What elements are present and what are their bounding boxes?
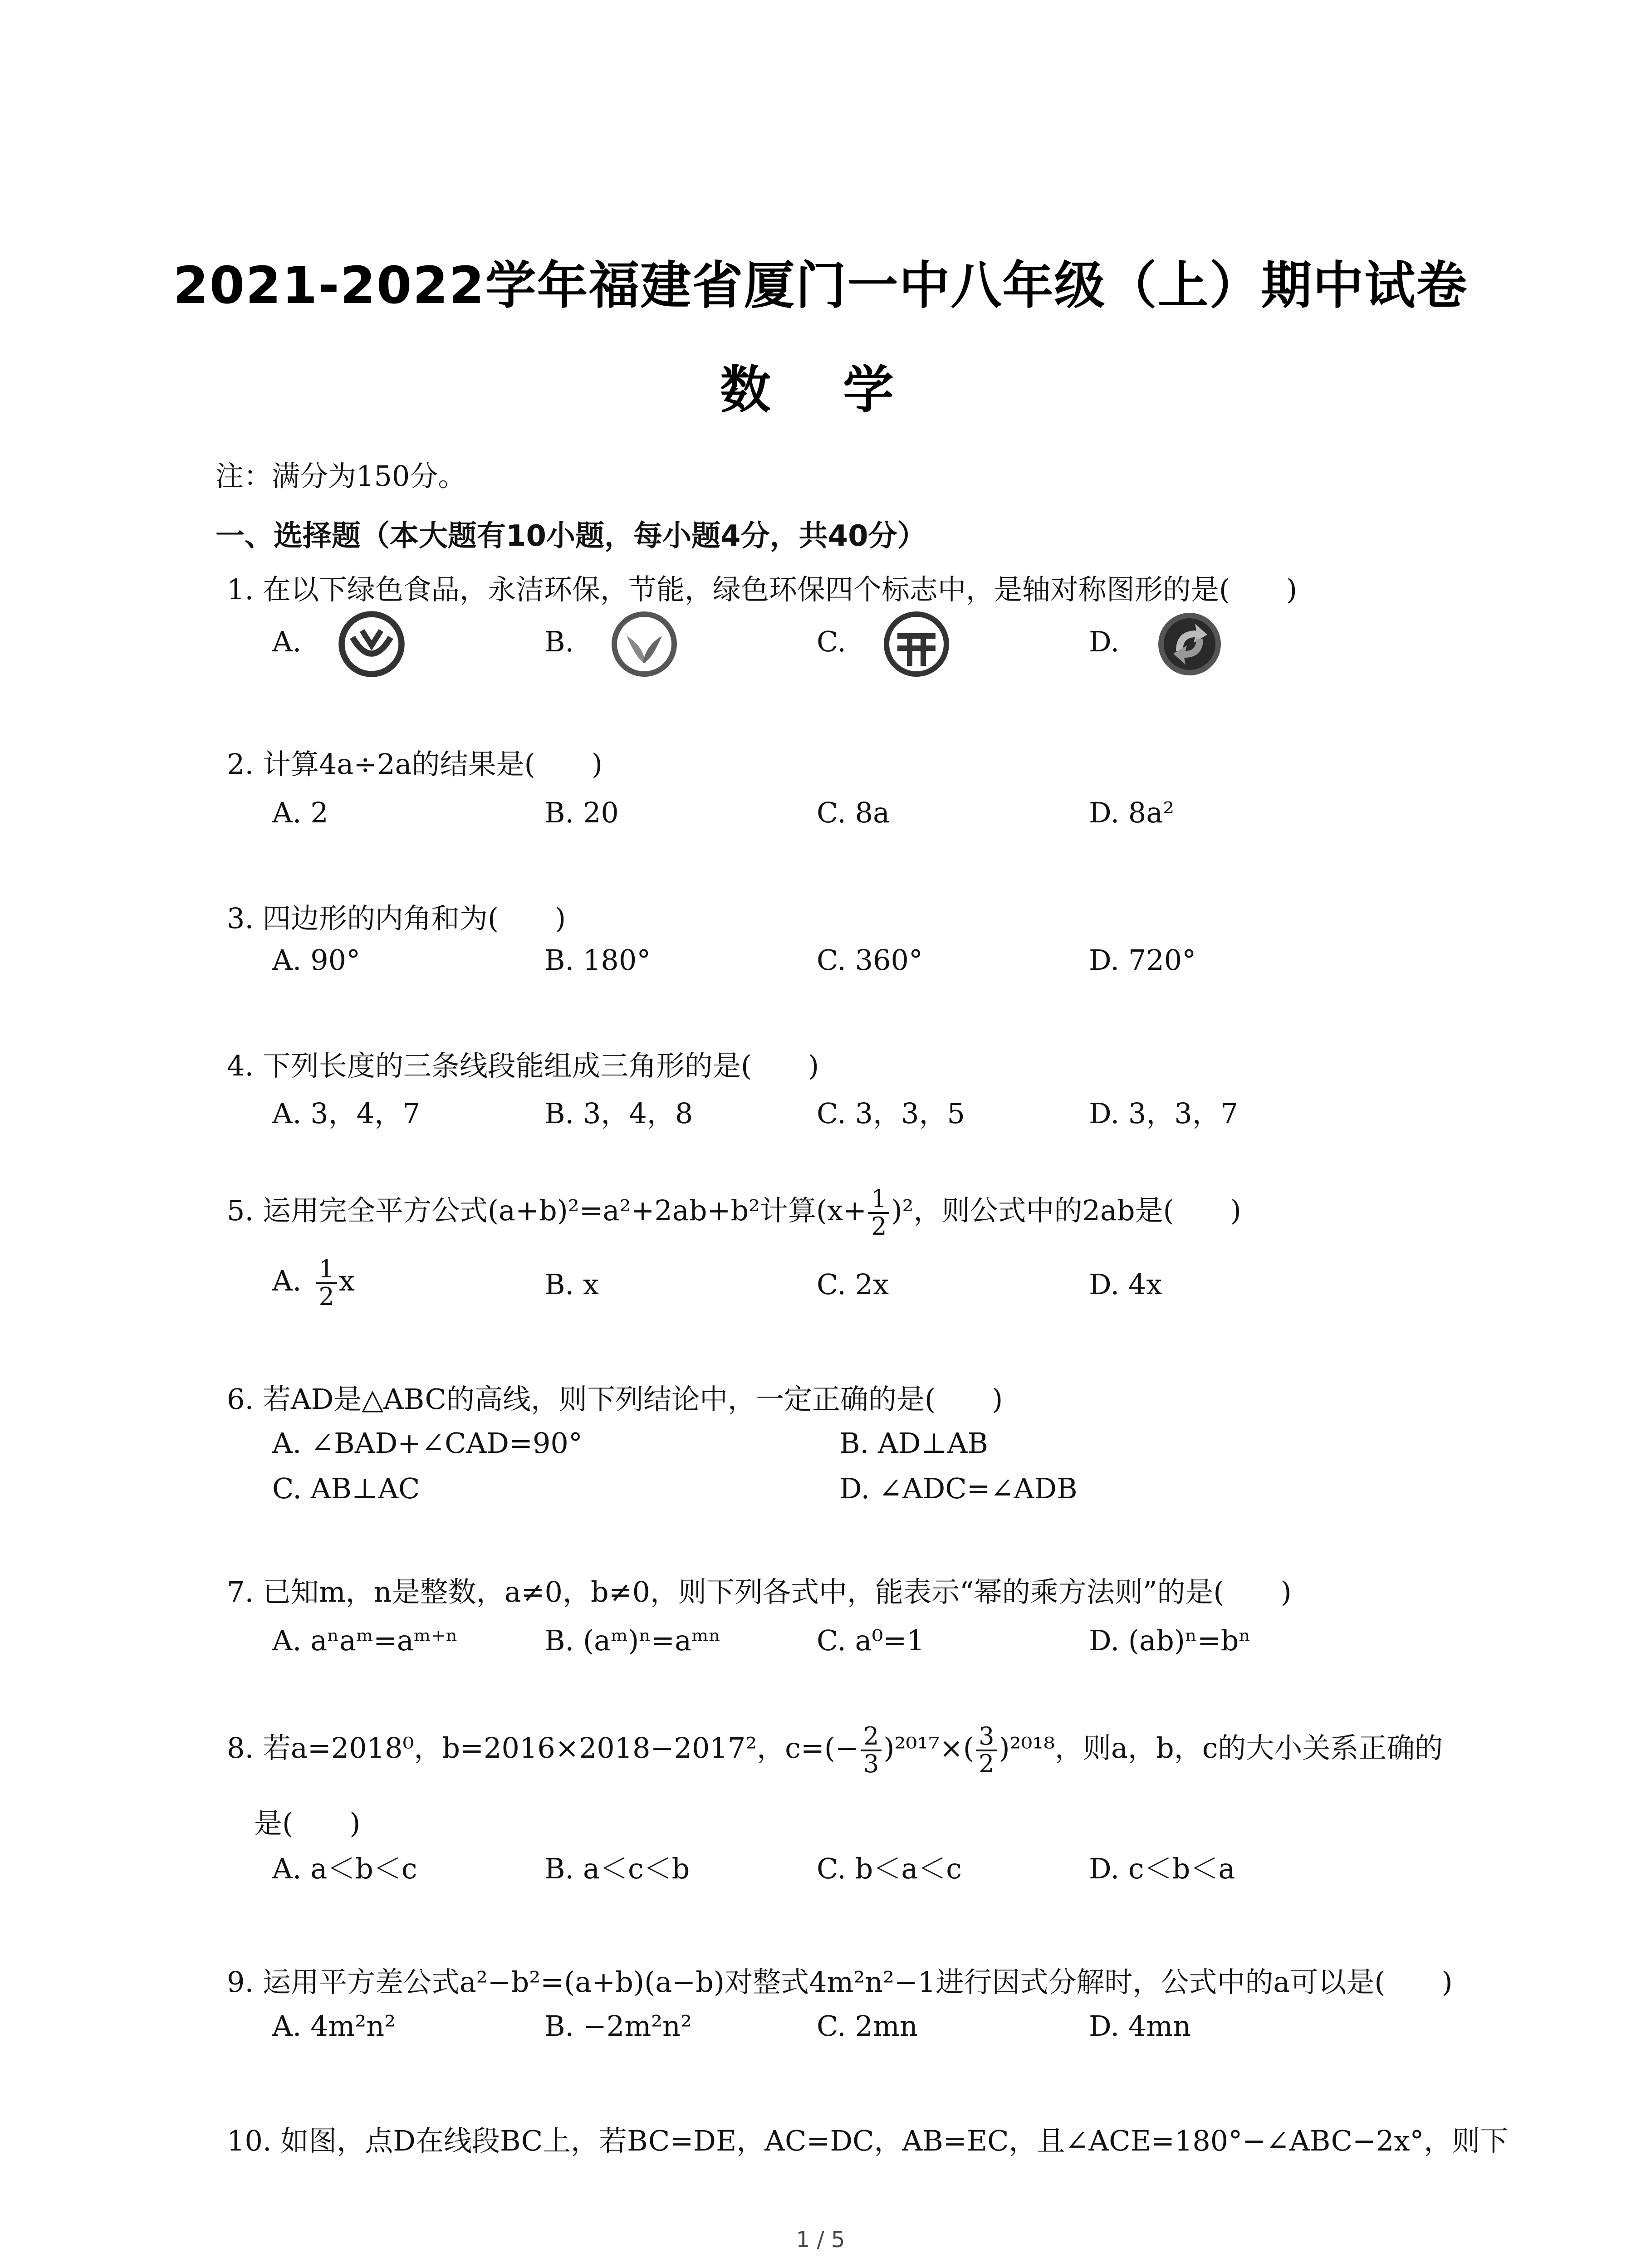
- fraction-numerator: 3: [976, 1724, 997, 1751]
- green-food-logo-icon: [338, 610, 406, 678]
- question-4-option-a: A. 3，4，7: [272, 1097, 421, 1130]
- question-5-option-b: B. x: [544, 1268, 599, 1301]
- question-8-option-d: D. c＜b＜a: [1089, 1852, 1235, 1885]
- question-2-stem: 2. 计算4a÷2a的结果是( ): [227, 748, 603, 781]
- question-8-stem-a: 8. 若a=2018⁰，b=2016×2018−2017²，c=(−: [227, 1731, 859, 1765]
- fraction-numerator: 1: [868, 1186, 889, 1214]
- question-5-stem-suffix: )²，则公式中的2ab是( ): [891, 1193, 1241, 1227]
- question-6-option-c: C. AB⊥AC: [272, 1472, 420, 1505]
- option-label: D.: [1089, 625, 1120, 659]
- question-8-option-b: B. a＜c＜b: [544, 1852, 690, 1885]
- question-3-option-a: A. 90°: [272, 943, 361, 977]
- option-label: C.: [817, 625, 846, 659]
- question-6-stem: 6. 若AD是△ABC的高线，则下列结论中，一定正确的是( ): [227, 1383, 1003, 1416]
- question-2-option-a: A. 2: [272, 796, 328, 829]
- option-variable: x: [338, 1264, 355, 1297]
- fraction-one-half: [316, 1256, 337, 1310]
- fraction-numerator: 2: [861, 1724, 882, 1751]
- question-6-option-d: D. ∠ADC=∠ADB: [839, 1472, 1078, 1505]
- question-1-option-a: [272, 610, 406, 678]
- option-label: A.: [272, 625, 302, 659]
- score-note: 注：满分为150分。: [216, 459, 466, 493]
- question-5-stem: [227, 1186, 1241, 1239]
- question-2-option-c: C. 8a: [817, 796, 890, 829]
- question-2-option-b: B. 20: [544, 796, 619, 829]
- question-7-option-c: C. a⁰=1: [817, 1624, 925, 1657]
- option-label: B.: [544, 625, 574, 659]
- question-3-option-d: D. 720°: [1089, 943, 1196, 977]
- question-4-option-b: B. 3，4，8: [544, 1097, 693, 1130]
- question-8-stem-b: )²⁰¹⁷×(: [883, 1731, 975, 1765]
- fraction-one-half: [868, 1186, 889, 1239]
- fraction-denominator: 2: [871, 1212, 887, 1241]
- question-3-option-c: C. 360°: [817, 943, 923, 977]
- question-6-option-a: A. ∠BAD+∠CAD=90°: [272, 1427, 583, 1460]
- question-7-option-d: D. (ab)ⁿ=bⁿ: [1089, 1624, 1251, 1657]
- question-1-option-c: [817, 610, 950, 678]
- question-8-stem-line2: 是( ): [254, 1807, 361, 1840]
- question-4-option-c: C. 3，3，5: [817, 1097, 965, 1130]
- question-1-option-d: [1089, 610, 1224, 678]
- option-label: A.: [272, 1264, 302, 1297]
- question-2-option-d: D. 8a²: [1089, 796, 1175, 829]
- question-9-option-a: A. 4m²n²: [272, 2009, 396, 2043]
- fraction-three-halves: [976, 1724, 997, 1777]
- question-8-option-a: A. a＜b＜c: [272, 1852, 417, 1885]
- question-9-stem: 9. 运用平方差公式a²−b²=(a+b)(a−b)对整式4m²n²−1进行因式分解时，公式中的a可以是( ): [227, 1965, 1453, 1999]
- question-4-stem: 4. 下列长度的三条线段能组成三角形的是( ): [227, 1049, 819, 1082]
- clean-environment-logo-icon: [610, 610, 678, 678]
- question-5-stem-prefix: 5. 运用完全平方公式(a+b)²=a²+2ab+b²计算(x+: [227, 1193, 867, 1227]
- question-5-option-c: C. 2x: [817, 1268, 889, 1301]
- question-10-stem: 10. 如图，点D在线段BC上，若BC=DE，AC=DC，AB=EC，且∠ACE=180°−∠ABC−2x°，则下: [227, 2124, 1509, 2157]
- question-9-option-b: B. −2m²n²: [544, 2009, 692, 2043]
- page-number: 1 / 5: [796, 2227, 845, 2253]
- question-5-option-d: D. 4x: [1089, 1268, 1162, 1301]
- fraction-two-thirds: [861, 1724, 882, 1777]
- section-heading-choice: 一、选择题（本大题有10小题，每小题4分，共40分）: [216, 519, 926, 553]
- question-6-option-b: B. AD⊥AB: [839, 1427, 989, 1460]
- question-7-option-b: B. (aᵐ)ⁿ=aᵐⁿ: [544, 1624, 721, 1657]
- subject-title: 数 学: [720, 361, 921, 420]
- question-3-option-b: B. 180°: [544, 943, 651, 977]
- question-1-option-b: [544, 610, 678, 678]
- green-recycle-logo-icon: [1156, 610, 1224, 678]
- question-1-stem: 1. 在以下绿色食品，永洁环保，节能，绿色环保四个标志中，是轴对称图形的是( ): [227, 573, 1298, 606]
- energy-saving-logo-icon: [882, 610, 950, 678]
- question-9-option-c: C. 2mn: [817, 2009, 918, 2043]
- fraction-denominator: 3: [863, 1749, 879, 1778]
- question-5-option-a: [272, 1256, 355, 1310]
- fraction-denominator: 2: [318, 1282, 334, 1311]
- question-7-stem: 7. 已知m，n是整数，a≠0，b≠0，则下列各式中，能表示“幂的乘方法则”的是( ): [227, 1575, 1292, 1608]
- question-7-option-a: A. aⁿaᵐ=aᵐ⁺ⁿ: [272, 1624, 458, 1657]
- question-8-option-c: C. b＜a＜c: [817, 1852, 962, 1885]
- question-8-stem: [227, 1724, 1443, 1777]
- exam-title: 2021-2022学年福建省厦门一中八年级（上）期中试卷: [173, 256, 1468, 315]
- question-8-stem-c: )²⁰¹⁸，则a，b，c的大小关系正确的: [999, 1731, 1443, 1765]
- question-3-stem: 3. 四边形的内角和为( ): [227, 902, 566, 935]
- fraction-numerator: 1: [316, 1256, 337, 1284]
- question-9-option-d: D. 4mn: [1089, 2009, 1191, 2043]
- question-4-option-d: D. 3，3，7: [1089, 1097, 1239, 1130]
- fraction-denominator: 2: [979, 1749, 994, 1778]
